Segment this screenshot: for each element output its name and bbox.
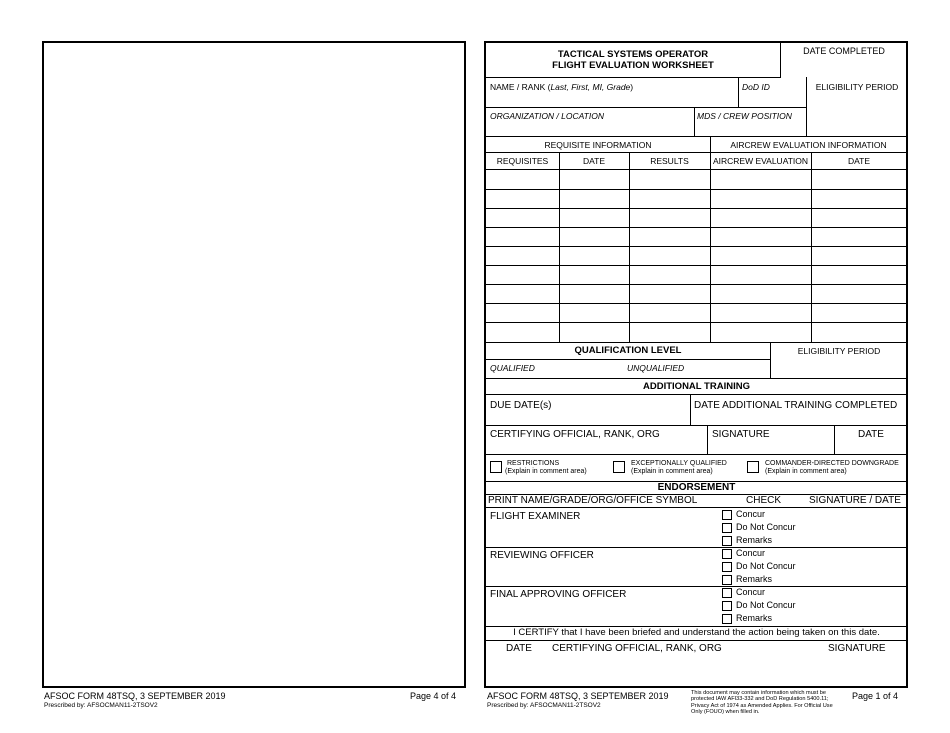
concur-checkbox[interactable]	[722, 510, 732, 520]
endorsement-header: ENDORSEMENT	[657, 482, 736, 493]
due-dates-label: DUE DATE(s)	[490, 400, 552, 411]
left-page-number: Page 4 of 4	[410, 691, 457, 701]
requisite-entry-row[interactable]	[486, 323, 907, 341]
requisite-entry-row[interactable]	[486, 170, 907, 189]
do-not-concur-checkbox[interactable]	[722, 601, 732, 611]
col-results: RESULTS	[650, 156, 689, 166]
certify-statement: I CERTIFY that I have been briefed and understand the action being taken on this date.	[513, 627, 880, 638]
form-subtitle: FLIGHT EVALUATION WORKSHEET	[552, 60, 714, 71]
col-requisites: REQUISITES	[496, 156, 549, 166]
qualified-option[interactable]: QUALIFIED	[490, 363, 535, 373]
concur-label: Concur	[736, 587, 766, 597]
col-date: DATE	[582, 156, 606, 166]
requisite-entry-row[interactable]	[486, 228, 907, 246]
aircrew-eval-info-header: AIRCREW EVALUATION INFORMATION	[730, 140, 887, 150]
cert-official-label: CERTIFYING OFFICIAL, RANK, ORG	[552, 643, 722, 654]
certifying-official-label: CERTIFYING OFFICIAL, RANK, ORG	[490, 429, 660, 440]
remarks-checkbox[interactable]	[722, 614, 732, 624]
do-not-concur-label: Do Not Concur	[736, 522, 796, 532]
endorser-role: REVIEWING OFFICER	[490, 550, 594, 561]
commander-directed-downgrade-label: COMMANDER-DIRECTED DOWNGRADE (Explain in comment area)	[765, 460, 899, 476]
left-footer-form: AFSOC FORM 48TSQ, 3 SEPTEMBER 2019	[44, 691, 226, 701]
privacy-notice: This document may contain information which must be protected IAW AFI33-332 and DoD Regulation 5400.11; Privacy Act of 1974 as Amended Applies. For Official Use Only (FOUO) when filled in.	[691, 690, 833, 716]
signature-date-header: SIGNATURE / DATE	[809, 495, 901, 506]
concur-checkbox[interactable]	[722, 549, 732, 559]
dod-id-label: DoD ID	[742, 82, 770, 92]
print-name-header: PRINT NAME/GRADE/ORG/OFFICE SYMBOL	[488, 495, 698, 506]
do-not-concur-checkbox[interactable]	[722, 523, 732, 533]
do-not-concur-label: Do Not Concur	[736, 600, 796, 610]
requisite-entry-row[interactable]	[486, 190, 907, 208]
cert-signature-label: SIGNATURE	[828, 643, 886, 654]
restrictions-checkbox[interactable]	[490, 461, 502, 473]
concur-label: Concur	[736, 509, 766, 519]
col-aircrew-evaluation: AIRCREW EVALUATION	[712, 156, 809, 166]
restrictions-label: RESTRICTIONS (Explain in comment area)	[505, 460, 587, 476]
requisite-entry-row[interactable]	[486, 247, 907, 265]
unqualified-option[interactable]: UNQUALIFIED	[627, 363, 685, 373]
col-eval-date: DATE	[847, 156, 871, 166]
left-page-frame	[42, 41, 466, 688]
do-not-concur-label: Do Not Concur	[736, 561, 796, 571]
date-completed-label: DATE COMPLETED	[803, 46, 885, 56]
remarks-checkbox[interactable]	[722, 575, 732, 585]
mds-crew-position-label: MDS / CREW POSITION	[697, 111, 792, 121]
remarks-label: Remarks	[736, 535, 773, 545]
date-additional-training-completed-label: DATE ADDITIONAL TRAINING COMPLETED	[694, 400, 898, 411]
organization-location-label: ORGANIZATION / LOCATION	[490, 111, 604, 121]
concur-checkbox[interactable]	[722, 588, 732, 598]
endorser-role: FINAL APPROVING OFFICER	[490, 589, 627, 600]
date-label: DATE	[858, 429, 884, 440]
cert-date-label: DATE	[506, 643, 532, 654]
endorser-role: FLIGHT EXAMINER	[490, 511, 581, 522]
right-footer-form: AFSOC FORM 48TSQ, 3 SEPTEMBER 2019	[487, 691, 669, 701]
check-header: CHECK	[746, 495, 782, 506]
qualification-level-header: QUALIFICATION LEVEL	[574, 345, 682, 356]
do-not-concur-checkbox[interactable]	[722, 562, 732, 572]
exceptionally-qualified-checkbox[interactable]	[613, 461, 625, 473]
signature-label: SIGNATURE	[712, 429, 770, 440]
eligibility-period-label: ELIGIBILITY PERIOD	[815, 82, 899, 92]
concur-label: Concur	[736, 548, 766, 558]
requisite-entry-row[interactable]	[486, 304, 907, 322]
remarks-checkbox[interactable]	[722, 536, 732, 546]
qual-eligibility-period-label: ELIGIBILITY PERIOD	[797, 346, 881, 356]
remarks-label: Remarks	[736, 613, 773, 623]
additional-training-header: ADDITIONAL TRAINING	[643, 381, 750, 392]
remarks-label: Remarks	[736, 574, 773, 584]
name-rank-label: NAME / RANK (Last, First, MI, Grade)	[490, 82, 634, 92]
exceptionally-qualified-label: EXCEPTIONALLY QUALIFIED (Explain in comment area)	[631, 460, 727, 476]
right-page-number: Page 1 of 4	[852, 691, 899, 701]
left-footer-prescribed: Prescribed by: AFSOCMAN11-2TSOV2	[44, 702, 158, 709]
right-footer-prescribed: Prescribed by: AFSOCMAN11-2TSOV2	[487, 702, 601, 709]
requisite-entry-row[interactable]	[486, 209, 907, 227]
commander-directed-downgrade-checkbox[interactable]	[747, 461, 759, 473]
requisite-info-header: REQUISITE INFORMATION	[544, 140, 652, 150]
form-title: TACTICAL SYSTEMS OPERATOR	[557, 49, 709, 60]
requisite-entry-row[interactable]	[486, 285, 907, 303]
requisite-entry-row[interactable]	[486, 266, 907, 284]
